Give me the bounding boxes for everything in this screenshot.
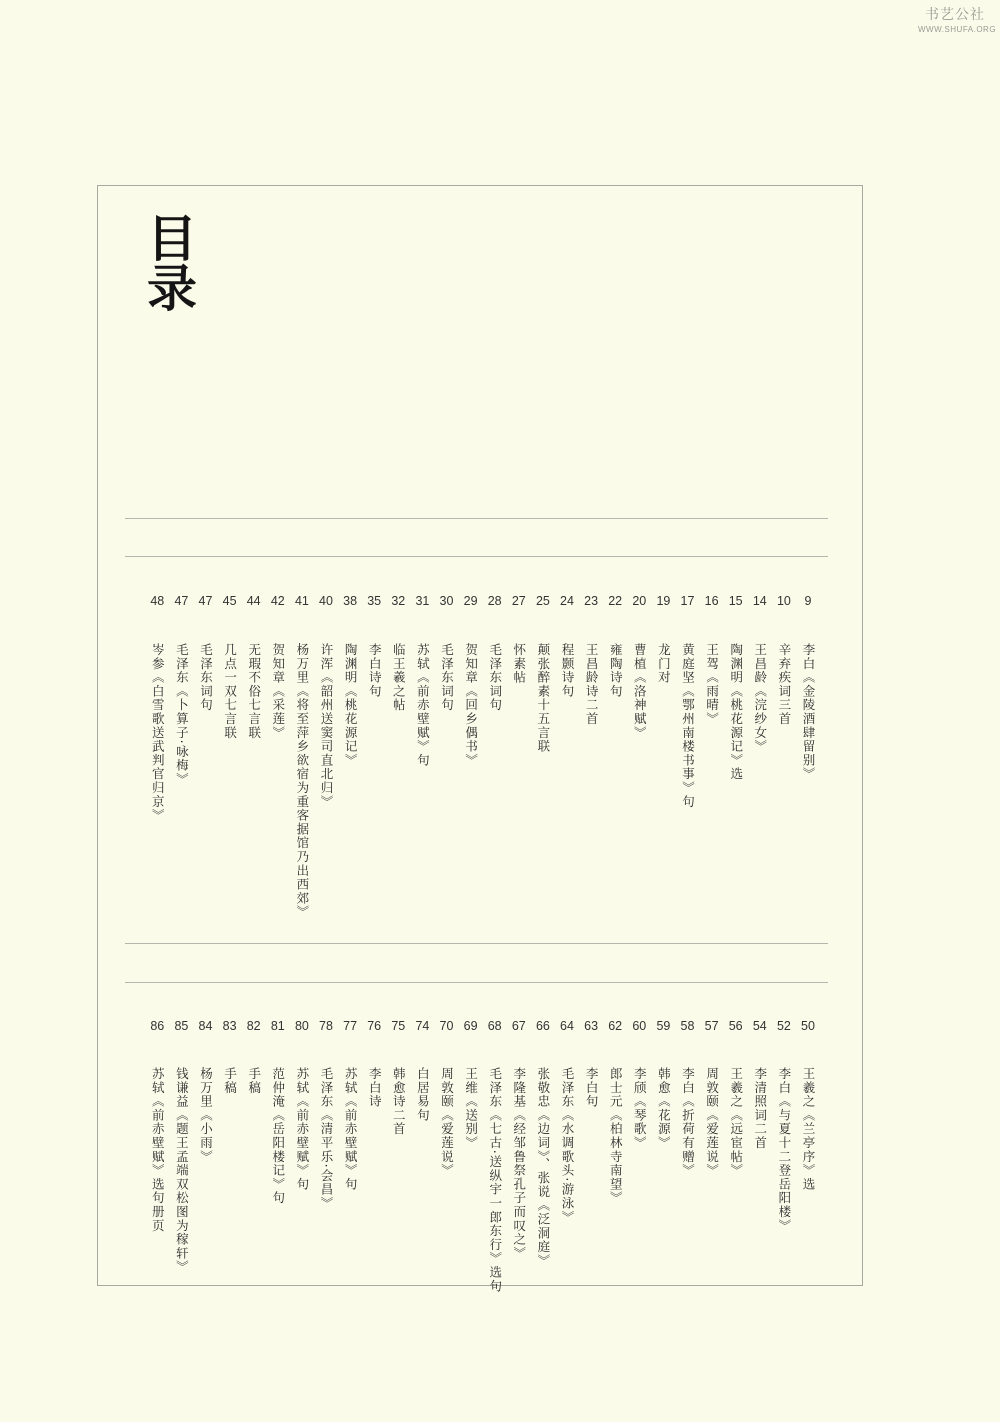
toc-page-number: 22 [608, 594, 623, 608]
toc-page-number: 54 [752, 1019, 767, 1033]
toc-page-number: 56 [728, 1019, 743, 1033]
toc-page-number: 32 [391, 594, 406, 608]
toc-page-number: 50 [801, 1019, 815, 1033]
toc-page-number: 19 [656, 594, 671, 608]
toc-page-number: 75 [391, 1019, 406, 1033]
toc-entry-title: 郎士元《柏林寺南望》 [608, 1067, 624, 1205]
toc-entry-title: 李白诗句 [367, 643, 383, 699]
toc-page-number: 84 [198, 1019, 213, 1033]
toc-entry-title: 临王羲之帖 [391, 643, 407, 712]
toc-entry-title: 陶渊明《桃花源记》选 [728, 643, 744, 781]
toc-page-number: 63 [584, 1019, 599, 1033]
toc-page-number: 66 [535, 1019, 550, 1033]
toc-entry-title: 王羲之《远宦帖》 [728, 1067, 744, 1178]
toc-entry-title: 苏轼《前赤壁赋》句 [415, 643, 431, 768]
toc-entry-title: 苏轼《前赤壁赋》选句册页 [150, 1067, 166, 1233]
toc-page-number: 31 [415, 594, 430, 608]
toc-entry-title: 岑参《白雪歌送武判官归京》 [150, 643, 166, 823]
toc-entry-title: 王羲之《兰亭序》选 [801, 1067, 816, 1192]
toc-page-number: 83 [222, 1019, 237, 1033]
toc-entry-title: 李白《金陵酒肆留别》 [801, 643, 816, 781]
toc-page-number: 80 [294, 1019, 309, 1033]
toc-page-number: 70 [439, 1019, 454, 1033]
toc-page-number: 20 [632, 594, 647, 608]
toc-entry-title: 手稿 [222, 1067, 238, 1095]
toc-entry-title: 贺知章《回乡偶书》 [463, 643, 479, 768]
toc-entry-title: 范仲淹《岳阳楼记》句 [270, 1067, 286, 1205]
toc-page-number: 47 [198, 594, 213, 608]
toc-page-number: 81 [270, 1019, 285, 1033]
toc-page-number: 41 [294, 594, 309, 608]
toc-entry-title: 李隆基《经邹鲁祭孔子而叹之》 [511, 1067, 527, 1261]
toc-entry-title: 颠张醉素十五言联 [535, 643, 551, 754]
toc-entry-title: 毛泽东《卜算子·咏梅》 [174, 643, 190, 787]
toc-page-number: 38 [343, 594, 358, 608]
toc-entry-title: 李颀《琴歌》 [632, 1067, 648, 1150]
toc-entry-title: 几点一双七言联 [222, 643, 238, 740]
toc-page-number: 42 [270, 594, 285, 608]
toc-page-number: 59 [656, 1019, 671, 1033]
toc-entry-title: 雍陶诗句 [608, 643, 624, 699]
toc-page-number: 23 [584, 594, 599, 608]
toc-page-number: 86 [150, 1019, 165, 1033]
watermark-name: 书艺公社 [925, 7, 985, 23]
toc-page-number: 17 [680, 594, 695, 608]
toc-entry-title: 怀素帖 [511, 643, 527, 685]
toc-page-number: 47 [174, 594, 189, 608]
toc-page-number: 28 [487, 594, 502, 608]
toc-entry-title: 毛泽东《七古·送纵宇一郎东行》选句 [487, 1067, 503, 1294]
toc-entry-title: 白居易句 [415, 1067, 431, 1123]
toc-entry-title: 毛泽东《水调歌头·游泳》 [560, 1067, 575, 1225]
toc-page-number: 27 [511, 594, 526, 608]
toc-page-number: 30 [439, 594, 454, 608]
toc-entry-title: 杨万里《将至萍乡欲宿为重客据馆乃出西郊》 [294, 643, 310, 919]
toc-page-number: 58 [680, 1019, 695, 1033]
toc-page-number: 10 [776, 594, 791, 608]
toc-page-number: 48 [150, 594, 165, 608]
toc-entry-title: 毛泽东《清平乐·会昌》 [319, 1067, 334, 1211]
toc-page-number: 16 [704, 594, 719, 608]
toc-entry-title: 王驾《雨晴》 [704, 643, 720, 726]
toc-page-number: 82 [246, 1019, 261, 1033]
toc-page-number: 40 [319, 594, 333, 608]
toc-entry-title: 毛泽东词句 [487, 643, 503, 712]
toc-entry-title: 龙门对 [656, 643, 672, 685]
toc-entry-title: 黄庭坚《鄂州南楼书事》句 [680, 643, 696, 809]
toc-page-number: 15 [728, 594, 743, 608]
toc-entry-title: 韩愈诗二首 [391, 1067, 407, 1136]
toc-entry-title: 周敦颐《爱莲说》 [704, 1067, 720, 1178]
toc-entry-title: 手稿 [246, 1067, 262, 1095]
toc-entry-title: 陶渊明《桃花源记》 [343, 643, 359, 768]
toc-entry-title: 辛弃疾词三首 [776, 643, 792, 726]
toc-entry-title: 李白《与夏十二登岳阳楼》 [776, 1067, 792, 1233]
toc-entry-title: 钱谦益《题王孟端双松图为稼轩》 [174, 1067, 190, 1274]
toc-page-number: 14 [752, 594, 767, 608]
toc-page-number: 67 [511, 1019, 526, 1033]
toc-entry-title: 苏轼《前赤壁赋》句 [343, 1067, 359, 1192]
toc-entry-title: 王昌龄诗二首 [584, 643, 600, 726]
toc-page-number: 62 [608, 1019, 623, 1033]
toc-entry-title: 毛泽东词句 [198, 643, 214, 712]
toc-page-number: 29 [463, 594, 478, 608]
toc-entry-title: 李白《折荷有赠》 [680, 1067, 696, 1178]
page-title: 目录 [139, 212, 198, 312]
toc-page-number: 44 [246, 594, 261, 608]
toc-page-number: 69 [463, 1019, 478, 1033]
toc-entry-title: 无瑕不俗七言联 [246, 643, 262, 740]
toc-entry-title: 李白诗 [367, 1067, 383, 1109]
watermark-url: WWW.SHUFA.ORG [918, 25, 997, 34]
toc-entry-title: 韩愈《花源》 [656, 1067, 672, 1150]
toc-entry-title: 王维《送别》 [463, 1067, 479, 1150]
toc-page-number: 25 [535, 594, 550, 608]
toc-entry-title: 王昌龄《浣纱女》 [752, 643, 768, 754]
toc-page-number: 74 [415, 1019, 430, 1033]
toc-entry-title: 张敬忠《边词》、张说《泛洞庭》 [535, 1067, 551, 1268]
toc-page-number: 24 [560, 594, 574, 608]
toc-entry-title: 贺知章《采莲》 [270, 643, 286, 740]
toc-entry-title: 苏轼《前赤壁赋》句 [294, 1067, 310, 1192]
toc-page-number: 64 [560, 1019, 574, 1033]
toc-entry-title: 许浑《韶州送窦司直北归》 [319, 643, 334, 809]
toc-entry-title: 曹植《洛神赋》 [632, 643, 648, 740]
toc-entry-title: 李清照词二首 [752, 1067, 768, 1150]
toc-page-number: 57 [704, 1019, 719, 1033]
toc-entry-title: 周敦颐《爱莲说》 [439, 1067, 455, 1178]
toc-page-number: 45 [222, 594, 237, 608]
toc-page-number: 68 [487, 1019, 502, 1033]
toc-entry-title: 李白句 [584, 1067, 600, 1109]
toc-page-number: 35 [367, 594, 382, 608]
toc-page-number: 60 [632, 1019, 647, 1033]
toc-page-number: 52 [776, 1019, 791, 1033]
toc-page-number: 78 [319, 1019, 333, 1033]
toc-page-number: 77 [343, 1019, 358, 1033]
toc-entry-title: 杨万里《小雨》 [198, 1067, 214, 1164]
toc-page-number: 85 [174, 1019, 189, 1033]
toc-page-number: 76 [367, 1019, 382, 1033]
toc-page-number: 9 [804, 594, 812, 608]
toc-entry-title: 毛泽东词句 [439, 643, 455, 712]
toc-entry-title: 程颢诗句 [560, 643, 575, 699]
